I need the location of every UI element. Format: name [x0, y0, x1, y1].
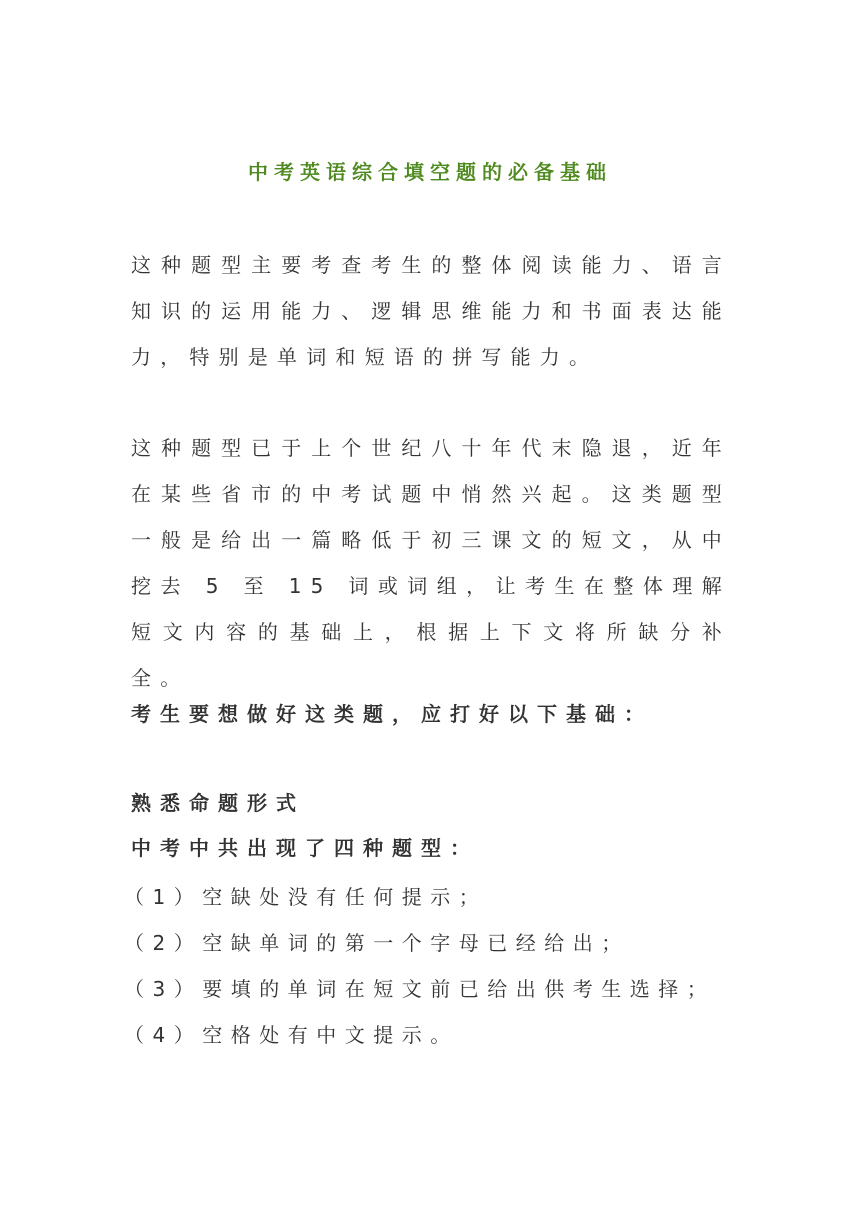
lead-statement: 考生要想做好这类题，应打好以下基础： — [131, 702, 653, 726]
list-item: （1）空缺处没有任何提示； — [124, 885, 488, 909]
list-item: （4）空格处有中文提示。 — [124, 1023, 459, 1047]
list-item: （3）要填的单词在短文前已给出供考生选择； — [124, 977, 716, 1001]
paragraph-1: 这种题型主要考查考生的整体阅读能力、语言知识的运用能力、逻辑思维能力和书面表达能力，特别是单词和短语的拼写能力。 — [131, 253, 731, 369]
sub-heading: 中考中共出现了四种题型： — [131, 836, 479, 860]
list-item: （2）空缺单词的第一个字母已经给出； — [124, 931, 630, 955]
document-title: 中考英语综合填空题的必备基础 — [248, 160, 612, 184]
question-type-list — [124, 874, 715, 1058]
paragraph-2: 这种题型已于上个世纪八十年代末隐退，近年在某些省市的中考试题中悄然兴起。这类题型一般是给出一篇略低于初三课文的短文，从中挖去 5 至 15 词或词组，让考生在整体理解短文内容的基础上，根据上下文将所缺分补全。 — [131, 436, 731, 690]
section-heading: 熟悉命题形式 — [131, 791, 305, 815]
